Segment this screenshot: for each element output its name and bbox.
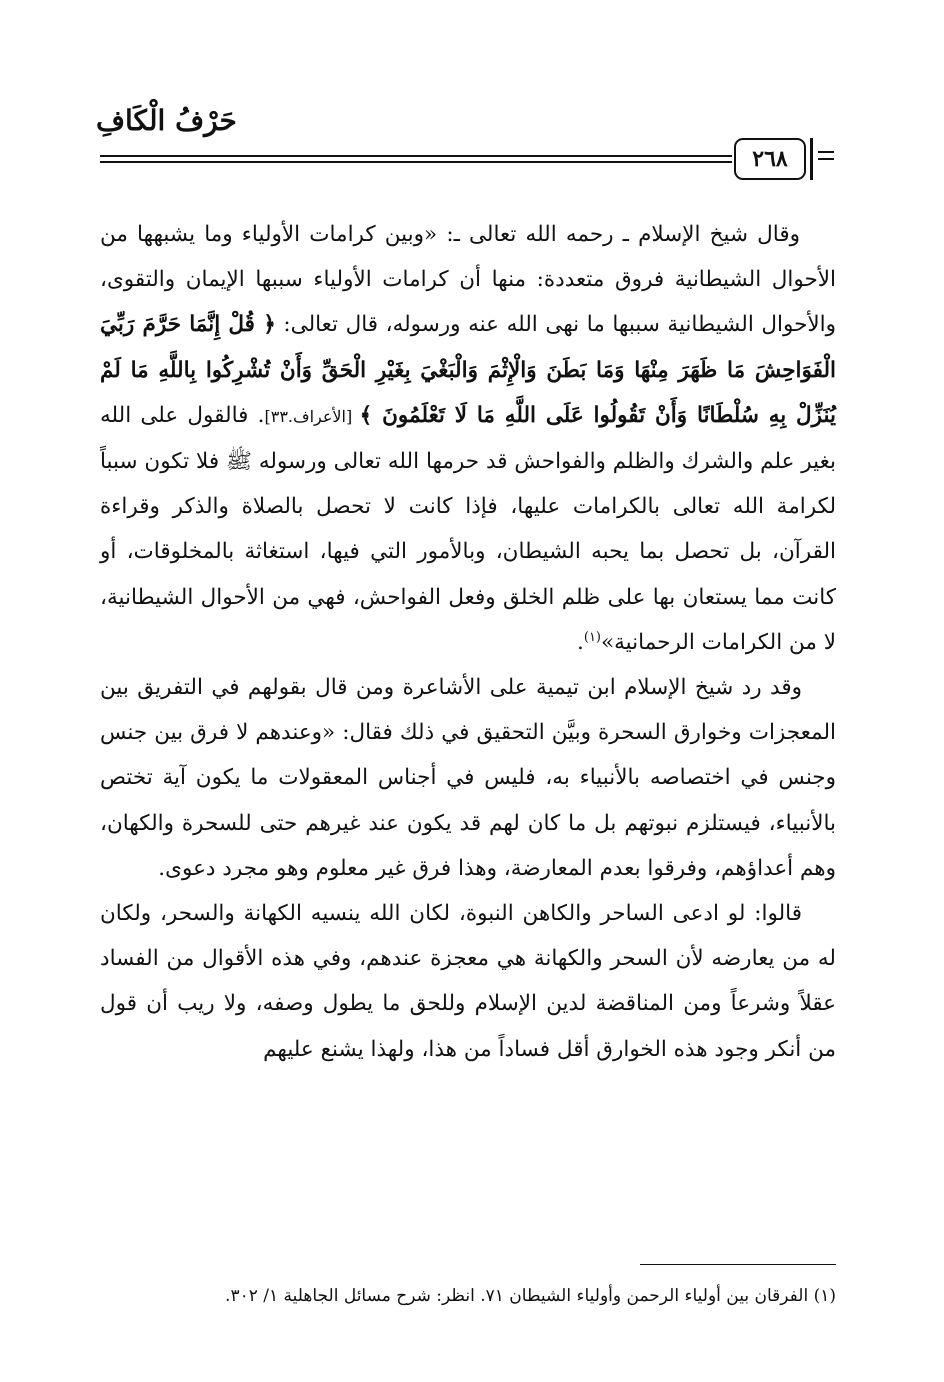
footnote: (١) الفرقان بين أولياء الرحمن وأولياء الشيطان ٧١. انظر: شرح مسائل الجاهلية ١/ ٣٠٢.	[225, 1286, 836, 1306]
paragraph-1	[100, 212, 836, 665]
paragraph-1-continuation: . فالقول على الله بغير علم والشرك والظلم والفواحش قد حرمها الله تعالى ورسوله ﷺ فلا تكون سبباً لكرامة الله تعالى بالكرامات عليها، فإذا كانت لا تحصل بالصلاة والذكر وقراءة القرآن، بل تحصل بما يحبه الشيطان، وبالأمور التي فيها، استغاثة بالمخلوقات، أو كانت مما يستعان بها على ظلم الخلق وفعل الفواحش، فهي من الأحوال الشيطانية، لا من الكرامات الرحمانية»	[100, 402, 836, 655]
verse-reference: [الأعراف.٣٣]	[264, 406, 360, 426]
header-double-rule	[100, 152, 732, 166]
paragraph-3: قالوا: لو ادعى الساحر والكاهن النبوة، لكان الله ينسيه الكهانة والسحر، ولكان له من يعارضه لأن السحر والكهانة هي معجزة عندهم، وفي هذه الأقوال من الفساد عقلاً وشرعاً ومن المناقضة لدين الإسلام وللحق ما يطول وصفه، ولا ريب أن قول من أنكر وجود هذه الخوارق أقل فساداً من هذا، ولهذا يشنع عليهم	[100, 901, 836, 1062]
paragraph-2: وقد رد شيخ الإسلام ابن تيمية على الأشاعرة ومن قال بقولهم في التفريق بين المعجزات وخوارق السحرة وبيَّن التحقيق في ذلك فقال: «وعندهم لا فرق بين جنس وجنس في اختصاصه بالأنبياء به، فليس في أجناس المعقولات ما يكون آية تختص بالأنبياء، فيستلزم نبوتهم بل ما كان لهم قد يكون عند غيرهم حتى للسحرة والكهان، وهم أعداؤهم، وفرقوا بعدم المعارضة، وهذا فرق غير معلوم وهو مجرد دعوى.	[100, 675, 836, 881]
quran-verse: ﴿ قُلْ إِنَّمَا حَرَّمَ رَبِّيَ الْفَوَاحِشَ مَا ظَهَرَ مِنْهَا وَمَا بَطَنَ وَالْإِثْمَ وَالْبَغْيَ بِغَيْرِ الْحَقِّ وَأَنْ تُشْرِكُوا بِاللَّهِ مَا لَمْ يُنَزِّلْ بِهِ سُلْطَانًا وَأَنْ تَقُولُوا عَلَى اللَّهِ مَا لَا تَعْلَمُونَ ﴾	[100, 312, 837, 428]
header-equals-mark	[818, 148, 834, 164]
header-rule-line	[100, 155, 732, 157]
chapter-title: حَرْفُ الْكَافِ	[96, 104, 237, 137]
paragraph-1-end: .	[577, 629, 584, 655]
body-text	[100, 212, 836, 1072]
page-badge-bar	[810, 138, 813, 180]
paragraph-1-text: وقال شيخ الإسلام ـ رحمه الله تعالى ـ: «وبين كرامات الأولياء وما يشبهها من الأحوال الشيطانية فروق متعددة: منها أن كرامات الأولياء سببها الإيمان والتقوى، والأحوال الشيطانية سببها ما نهى الله عنه ورسوله، قال تعالى:	[100, 222, 836, 338]
footnote-separator	[640, 1264, 836, 1265]
page-number-badge	[734, 138, 806, 180]
footnote-marker: (١)	[583, 629, 601, 645]
page-number: ٢٦٨	[752, 146, 788, 172]
header-rule-line	[100, 161, 732, 163]
